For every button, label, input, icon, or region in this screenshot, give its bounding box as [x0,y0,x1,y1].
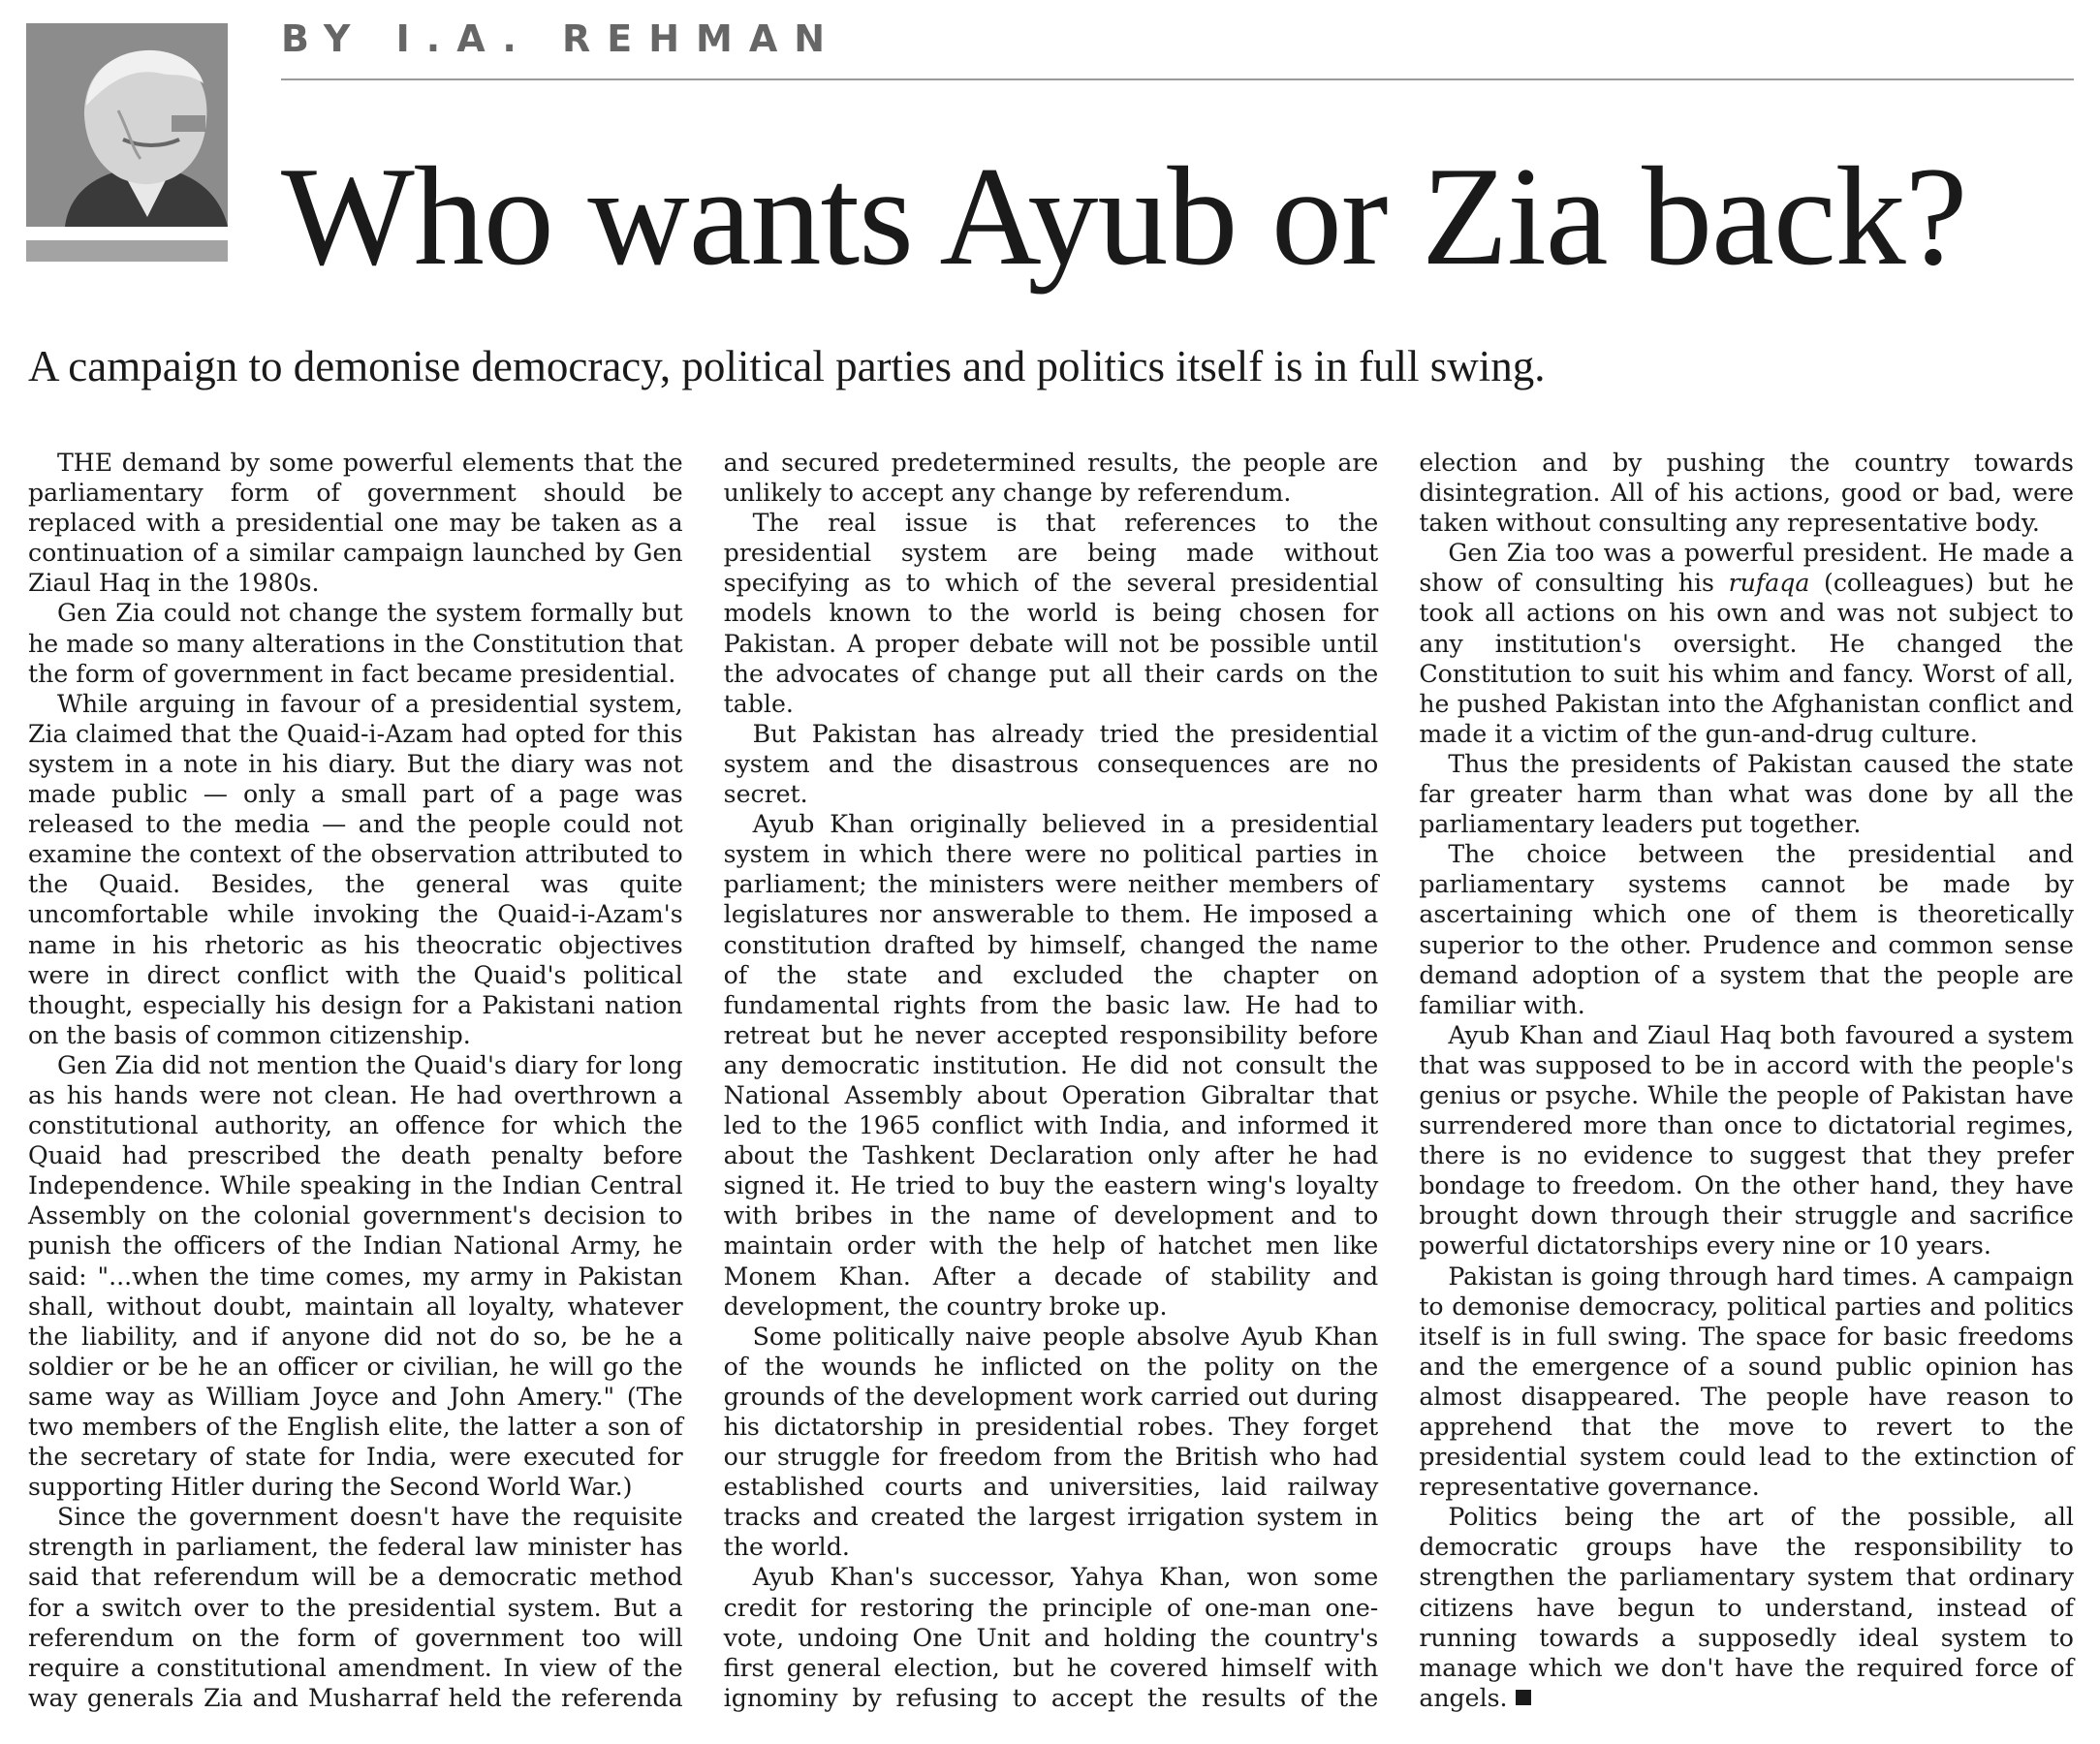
byline: BY I.A. REHMAN [281,17,842,60]
header-rule [281,78,2074,80]
paragraph: Gen Zia could not change the system formally but he made so many alterations in the Constitution that the form of government in fact became presidential. [28,599,683,688]
paragraph-text: Gen Zia too was a powerful president. He made a show of consulting his [1419,539,2074,598]
article-body [28,448,2074,1727]
author-portrait-icon [26,23,228,227]
paragraph: But Pakistan has already tried the presidential system and the disastrous consequences are no secret. [723,719,1379,809]
paragraph-text: (colleagues) but he took all actions on his own and was not subject to any institution's oversight. He changed the Constitution to suit his whim and fancy. Worst of all, he pushed Pakistan into the Afghanistan conflict and made it a victim of the gun-and-drug culture. [1419,569,2074,748]
portrait-accent-bar [26,240,228,262]
paragraph: The choice between the presidential and parliamentary systems cannot be made by ascertaining which one of them is theoretically superior to the other. Prudence and common sense demand adoption of a system that the people are familiar with. [1419,840,2074,1019]
paragraph: Pakistan is going through hard times. A campaign to demonise democracy, political parties and politics itself is in full swing. The space for basic freedoms and the emergence of a sound public opinion has almost disappeared. The people have reason to apprehend that the move to revert to the presidential system could lead to the extinction of representative governance. [1419,1261,2074,1502]
paragraph: The real issue is that references to the presidential system are being made without specifying as to which of the several presidential models known to the world is being chosen for Pakistan. A proper debate will not be possible until the advocates of change put all their cards on the table. [723,509,1379,718]
paragraph [1419,1502,2074,1713]
paragraph: Some politically naive people absolve Ayub Khan of the wounds he inflicted on the polity on the grounds of the development work carried out during his dictatorship in presidential robes. They forget our struggle for freedom from the British who had established courts and universities, laid railway tracks and created the largest irrigation system in the world. [723,1322,1379,1562]
author-portrait [26,23,228,227]
paragraph: Ayub Khan's successor, Yahya Khan, won some credit for restoring the principle of one-man one-vote, undoing One Unit and holding the country's first general election, but he covered himself with ignominy by refusing to accept the results of the election and by pushing the country towards disintegration. All of his actions, good or bad, were taken without consulting any representative body. [723,449,2074,1712]
end-mark-icon [1516,1690,1531,1705]
paragraph: Since the government doesn't have the requisite strength in parliament, the federal law minister has said that referendum will be a democratic method for a switch over to the presidential system. But a referendum on the form of government too will require a constitutional amendment. In view of the way generals Zia and Musharraf held the referenda and secured predetermined results, the people are unlikely to accept any change by referendum. [28,449,1379,1712]
paragraph: THE demand by some powerful elements that the parliamentary form of government should be replaced with a presidential one may be taken as a continuation of a similar campaign launched by Gen Ziaul Haq in the 1980s. [28,449,683,598]
paragraph: Gen Zia did not mention the Quaid's diary for long as his hands were not clean. He had overthrown a constitutional authority, an offence for which the Quaid had prescribed the death penalty before Independence. While speaking in the Indian Central Assembly on the colonial government's decision to punish the officers of the Indian National Army, he said: "...when the time comes, my army in Pakistan shall, without doubt, maintain all loyalty, whatever the liability, and if anyone did not do so, be he a soldier or be he an officer or civilian, he will go the same way as William Joyce and John Amery." (The two members of the English elite, the latter a son of the secretary of state for India, were executed for supporting Hitler during the Second World War.) [28,1050,683,1502]
paragraph [1419,538,2074,749]
paragraph: Ayub Khan originally believed in a presidential system in which there were no political parties in parliament; the ministers were neither members of legislatures nor answerable to them. He imposed a constitution drafted by himself, changed the name of the state and excluded the chapter on fundamental rights from the basic law. He had to retreat but he never accepted responsibility before any democratic institution. He did not consult the National Assembly about Operation Gibraltar that led to the 1965 conflict with India, and informed it about the Tashkent Declaration only after he had signed it. He tried to buy the eastern wing's loyalty with bribes in the name of development and to maintain order with the help of hatchet men like Monem Khan. After a decade of stability and development, the country broke up. [723,810,1379,1321]
paragraph-text: Politics being the art of the possible, all democratic groups have the responsibility to strengthen the parliamentary system that ordinary citizens have begun to understand, instead of running towards a supposedly ideal system to manage which we don't have the required force of angels. [1419,1503,2074,1712]
standfirst: A campaign to demonise democracy, political parties and politics itself is in full swing. [28,342,1546,390]
headline: Who wants Ayub or Zia back? [281,138,1967,295]
italic-term: rufaqa [1728,569,1810,598]
paragraph: Thus the presidents of Pakistan caused the state far greater harm than what was done by all the parliamentary leaders put together. [1419,749,2074,839]
paragraph: While arguing in favour of a presidential system, Zia claimed that the Quaid-i-Azam had opted for this system in a note in his diary. But the diary was not made public — only a small part of a page was released to the media — and the people could not examine the context of the observation attributed to the Quaid. Besides, the general was quite uncomfortable while invoking the Quaid-i-Azam's name in his rhetoric as his theocratic objectives were in direct conflict with the Quaid's political thought, especially his design for a Pakistani nation on the basis of common citizenship. [28,689,683,1049]
paragraph: Ayub Khan and Ziaul Haq both favoured a system that was supposed to be in accord with the people's genius or psyche. While the people of Pakistan have surrendered more than once to dictatorial regimes, there is no evidence to suggest that they prefer bondage to freedom. On the other hand, they have brought down through their struggle and sacrifice powerful dictatorships every nine or 10 years. [1419,1020,2074,1261]
